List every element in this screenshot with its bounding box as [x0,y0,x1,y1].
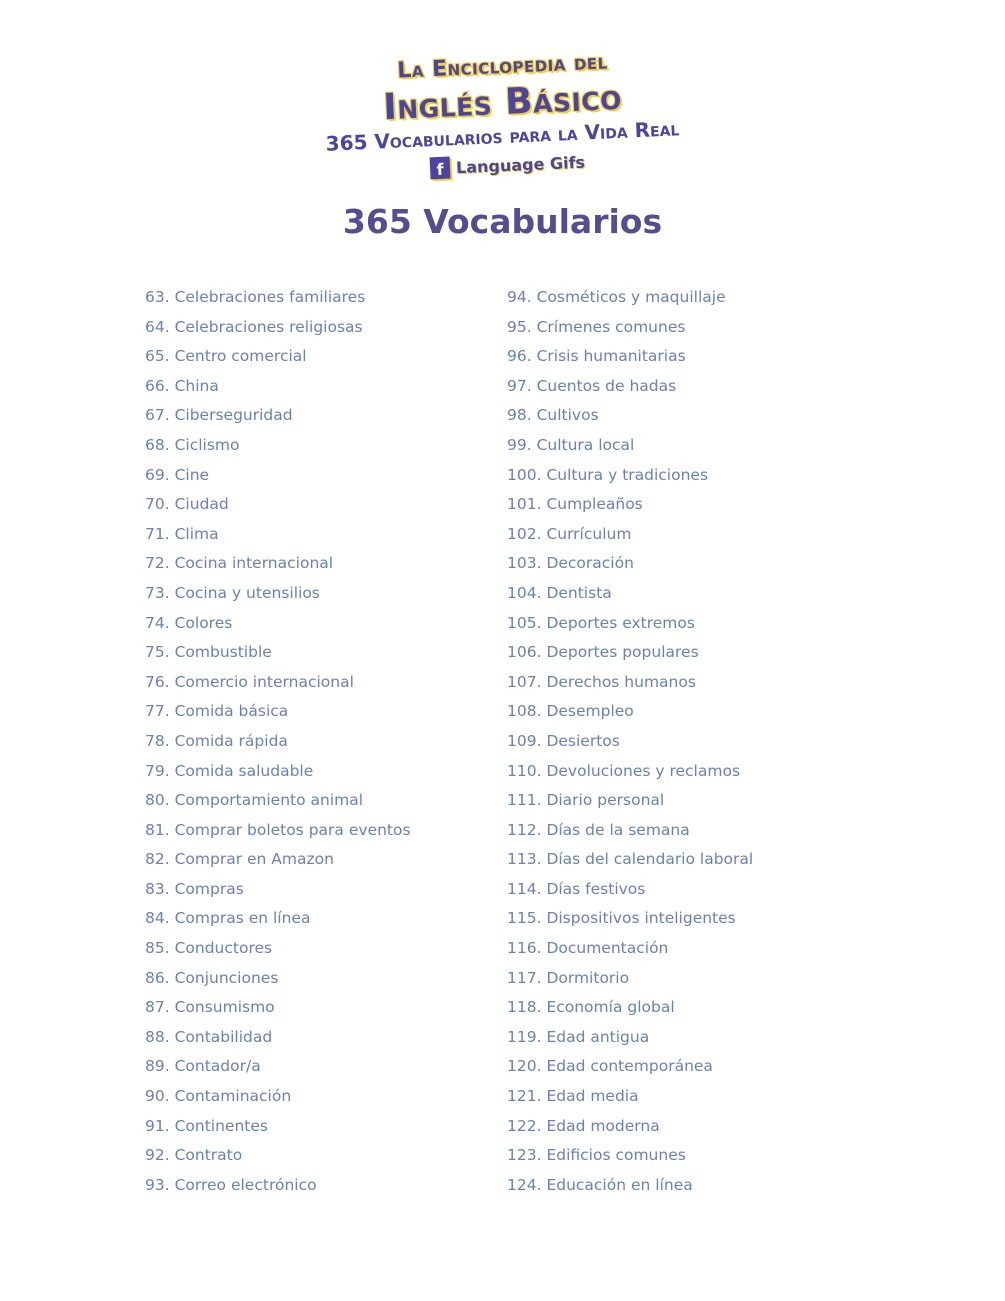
vocabulary-item: 66. China [145,376,219,395]
vocabulary-item: 124. Educación en línea [507,1175,693,1194]
vocabulary-item: 99. Cultura local [507,435,635,454]
vocabulary-item: 73. Cocina y utensilios [145,583,320,602]
vocabulary-item: 115. Dispositivos inteligentes [507,909,736,928]
vocabulary-item: 104. Dentista [507,583,612,602]
vocabulary-item: 93. Correo electrónico [145,1175,317,1194]
vocabulary-item: 82. Comprar en Amazon [145,850,334,869]
vocabulary-item: 88. Contabilidad [145,1027,273,1046]
vocabulary-item: 92. Contrato [145,1146,243,1165]
vocabulary-list-left [145,283,411,1200]
logo [290,48,715,188]
vocabulary-item: 76. Comercio internacional [145,672,354,691]
vocabulary-item: 116. Documentación [507,939,669,958]
vocabulary-list-right [507,283,753,1200]
vocabulary-item: 113. Días del calendario laboral [507,850,754,869]
vocabulary-item: 67. Ciberseguridad [145,406,293,425]
vocabulary-item: 79. Comida saludable [145,761,314,780]
vocabulary-item: 112. Días de la semana [507,820,690,839]
vocabulary-item: 106. Deportes populares [507,643,699,662]
vocabulary-item: 71. Clima [145,524,219,543]
vocabulary-item: 117. Dormitorio [507,968,630,987]
vocabulary-item: 75. Combustible [145,643,272,662]
vocabulary-item: 69. Cine [145,465,210,484]
vocabulary-item: 90. Contaminación [145,1087,292,1106]
logo-title-line2: Inglés Básico [382,76,623,129]
vocabulary-item: 94. Cosméticos y maquillaje [507,288,726,306]
vocabulary-item: 96. Crisis humanitarias [507,347,686,366]
vocabulary-item: 81. Comprar boletos para eventos [145,820,411,839]
vocabulary-item: 83. Compras [145,879,244,898]
vocabulary-item: 91. Continentes [145,1116,268,1135]
facebook-page-label: Language Gifs [455,152,586,177]
vocabulary-item: 123. Edificios comunes [507,1146,686,1165]
vocabulary-item: 97. Cuentos de hadas [507,376,677,395]
page-title: 365 Vocabularios [342,202,663,241]
vocabulary-item: 111. Diario personal [507,791,665,810]
vocabulary-item: 98. Cultivos [507,406,599,425]
facebook-badge [430,149,586,182]
logo-title-line1: La Enciclopedia del [396,49,609,84]
vocabulary-item: 101. Cumpleaños [507,495,643,514]
vocabulary-item: 70. Ciudad [145,495,229,514]
vocabulary-item: 68. Ciclismo [145,435,240,454]
vocabulary-item: 80. Comportamiento animal [145,791,364,810]
vocabulary-item: 89. Contador/a [145,1057,261,1076]
vocabulary-item: 86. Conjunciones [145,968,279,987]
vocabulary-item: 78. Comida rápida [145,731,288,750]
vocabulary-item: 110. Devoluciones y reclamos [507,761,741,780]
vocabulary-item: 120. Edad contemporánea [507,1057,713,1076]
vocabulary-item: 84. Compras en línea [145,909,311,928]
vocabulary-item: 118. Economía global [507,998,675,1017]
facebook-icon: f [430,157,451,180]
vocabulary-item: 74. Colores [145,613,233,632]
vocabulary-item: 119. Edad antigua [507,1027,650,1046]
logo-subtitle: 365 Vocabularios para la Vida Real [325,116,680,156]
vocabulary-item: 108. Desempleo [507,702,634,721]
vocabulary-item: 100. Cultura y tradiciones [507,465,709,484]
vocabulary-item: 77. Comida básica [145,702,289,721]
vocabulary-item: 85. Conductores [145,939,273,958]
vocabulary-item: 122. Edad moderna [507,1116,660,1135]
vocabulary-item: 121. Edad media [507,1087,639,1106]
vocabulary-item: 105. Deportes extremos [507,613,695,632]
vocabulary-item: 65. Centro comercial [145,347,307,366]
vocabulary-item: 102. Currículum [507,524,632,543]
vocabulary-item: 109. Desiertos [507,731,620,750]
vocabulary-item: 107. Derechos humanos [507,672,696,691]
vocabulary-item: 87. Consumismo [145,998,275,1017]
vocabulary-item: 95. Crímenes comunes [507,317,686,336]
vocabulary-item: 64. Celebraciones religiosas [145,317,363,336]
vocabulary-item: 114. Días festivos [507,879,646,898]
vocabulary-item: 63. Celebraciones familiares [145,288,366,306]
vocabulary-item: 72. Cocina internacional [145,554,334,573]
vocabulary-item: 103. Decoración [507,554,634,573]
